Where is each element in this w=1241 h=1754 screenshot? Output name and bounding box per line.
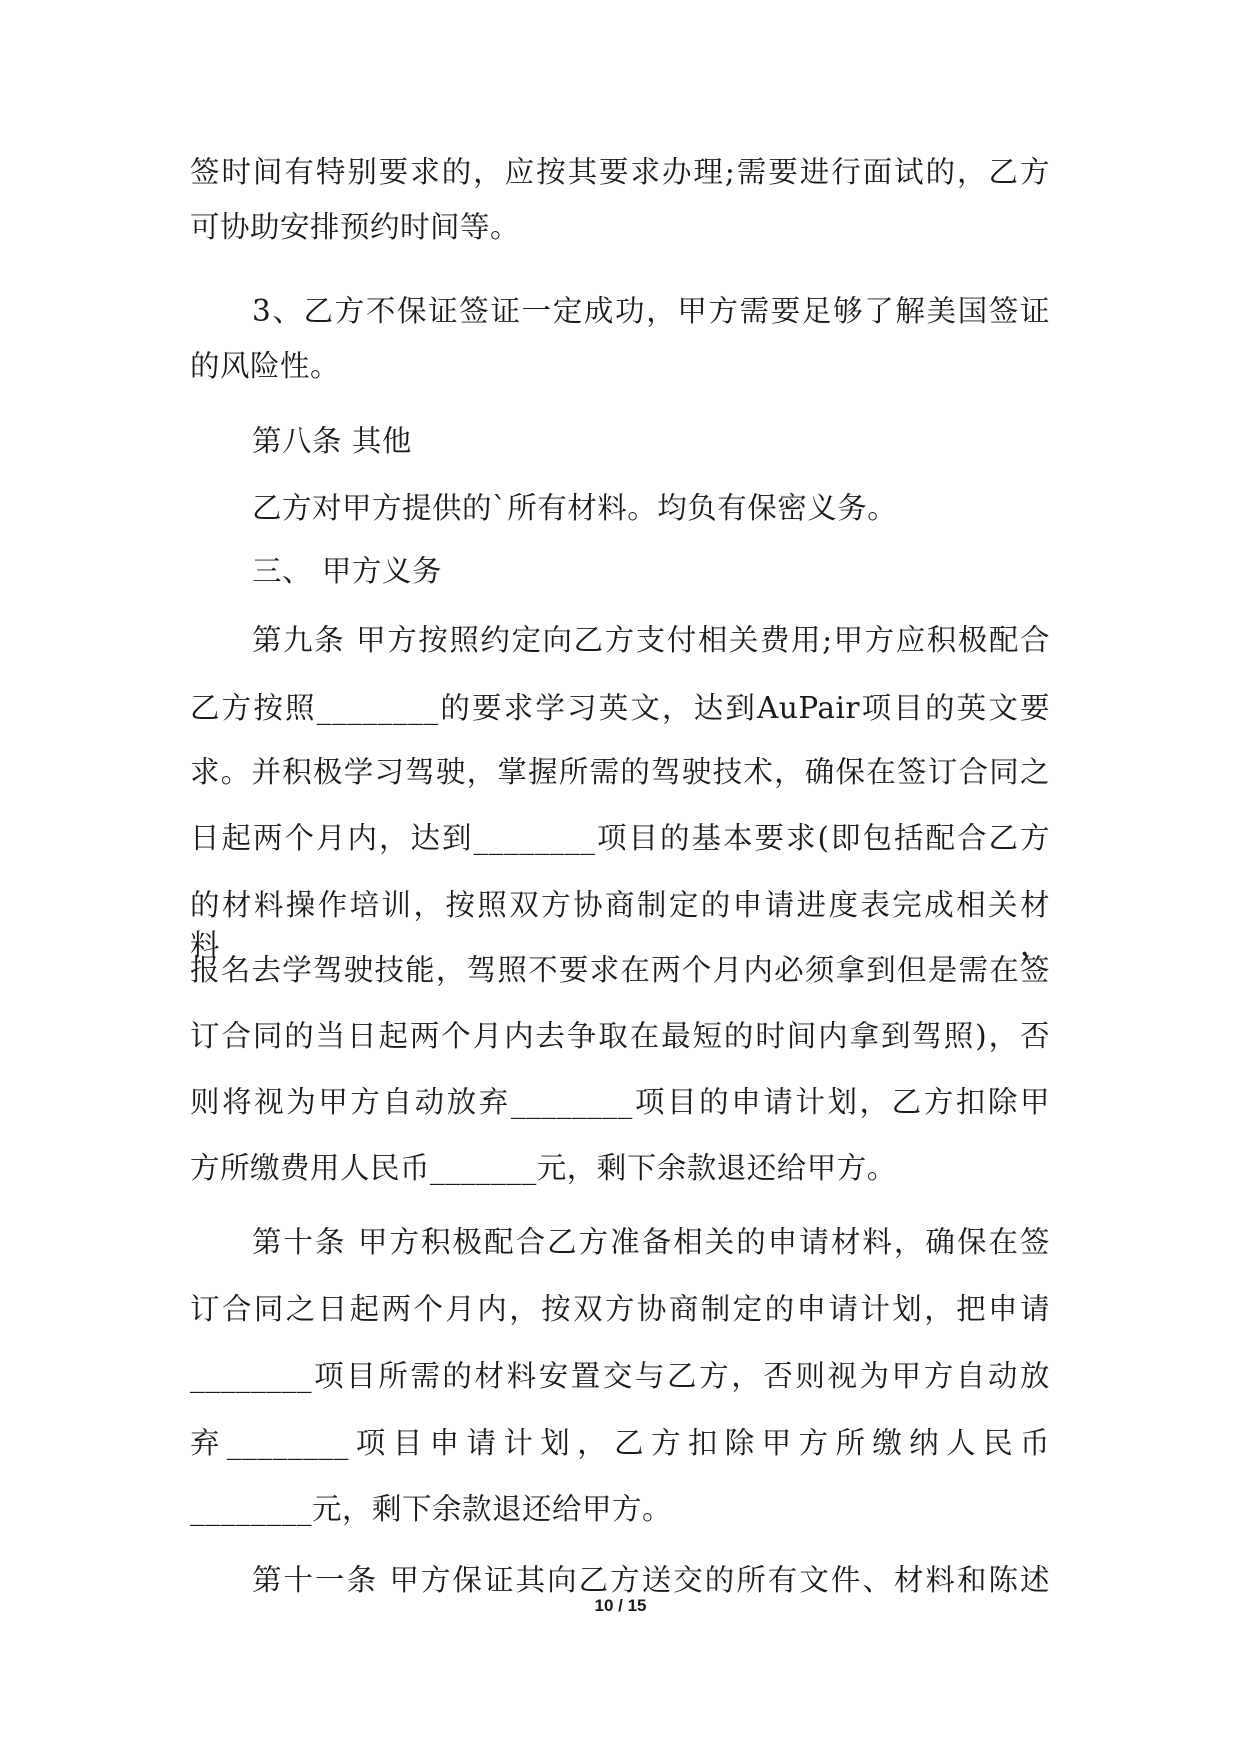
text-line: 订合同的当日起两个月内去争取在最短的时间内拿到驾照)，否 <box>190 1019 1050 1053</box>
text-line: ________元，剩下余款退还给甲方。 <box>190 1492 673 1526</box>
text-line: 第九条 甲方按照约定向乙方支付相关费用;甲方应积极配合 <box>252 623 1050 657</box>
text-line: 日起两个月内，达到________项目的基本要求(即包括配合乙方 <box>190 821 1050 855</box>
text-line: ________项目所需的材料安置交与乙方，否则视为甲方自动放 <box>190 1359 1050 1393</box>
text-line: 订合同之日起两个月内，按双方协商制定的申请计划，把申请 <box>190 1292 1050 1326</box>
text-line: 乙方对甲方提供的`所有材料。均负有保密义务。 <box>252 491 898 525</box>
text-line: 签时间有特别要求的，应按其要求办理;需要进行面试的，乙方 <box>190 155 1050 189</box>
text-line: 方所缴费用人民币_______元，剩下余款退还给甲方。 <box>190 1151 897 1185</box>
text-line: 第十一条 甲方保证其向乙方送交的所有文件、材料和陈述 <box>252 1563 1050 1597</box>
text-line: 的材料操作培训，按照双方协商制定的申请进度表完成相关材料， <box>190 888 1050 962</box>
text-line: 报名去学驾驶技能，驾照不要求在两个月内必须拿到但是需在签 <box>190 953 1050 987</box>
section-heading: 第八条 其他 <box>252 424 412 458</box>
text-line: 乙方按照________的要求学习英文，达到AuPair项目的英文要 <box>190 691 1050 725</box>
text-line: 3、乙方不保证签证一定成功，甲方需要足够了解美国签证 <box>252 294 1050 328</box>
text-line: 的风险性。 <box>190 349 341 383</box>
text-line: 可协助安排预约时间等。 <box>190 210 521 244</box>
text-line: 第十条 甲方积极配合乙方准备相关的申请材料，确保在签 <box>252 1225 1050 1259</box>
text-line: 则将视为甲方自动放弃________项目的申请计划，乙方扣除甲 <box>190 1085 1050 1119</box>
text-line: 求。并积极学习驾驶，掌握所需的驾驶技术，确保在签订合同之 <box>190 755 1050 789</box>
section-heading: 三、 甲方义务 <box>252 554 442 588</box>
page-number: 10 / 15 <box>594 1596 647 1615</box>
text-line: 弃________项目申请计划，乙方扣除甲方所缴纳人民币 <box>190 1426 1050 1460</box>
